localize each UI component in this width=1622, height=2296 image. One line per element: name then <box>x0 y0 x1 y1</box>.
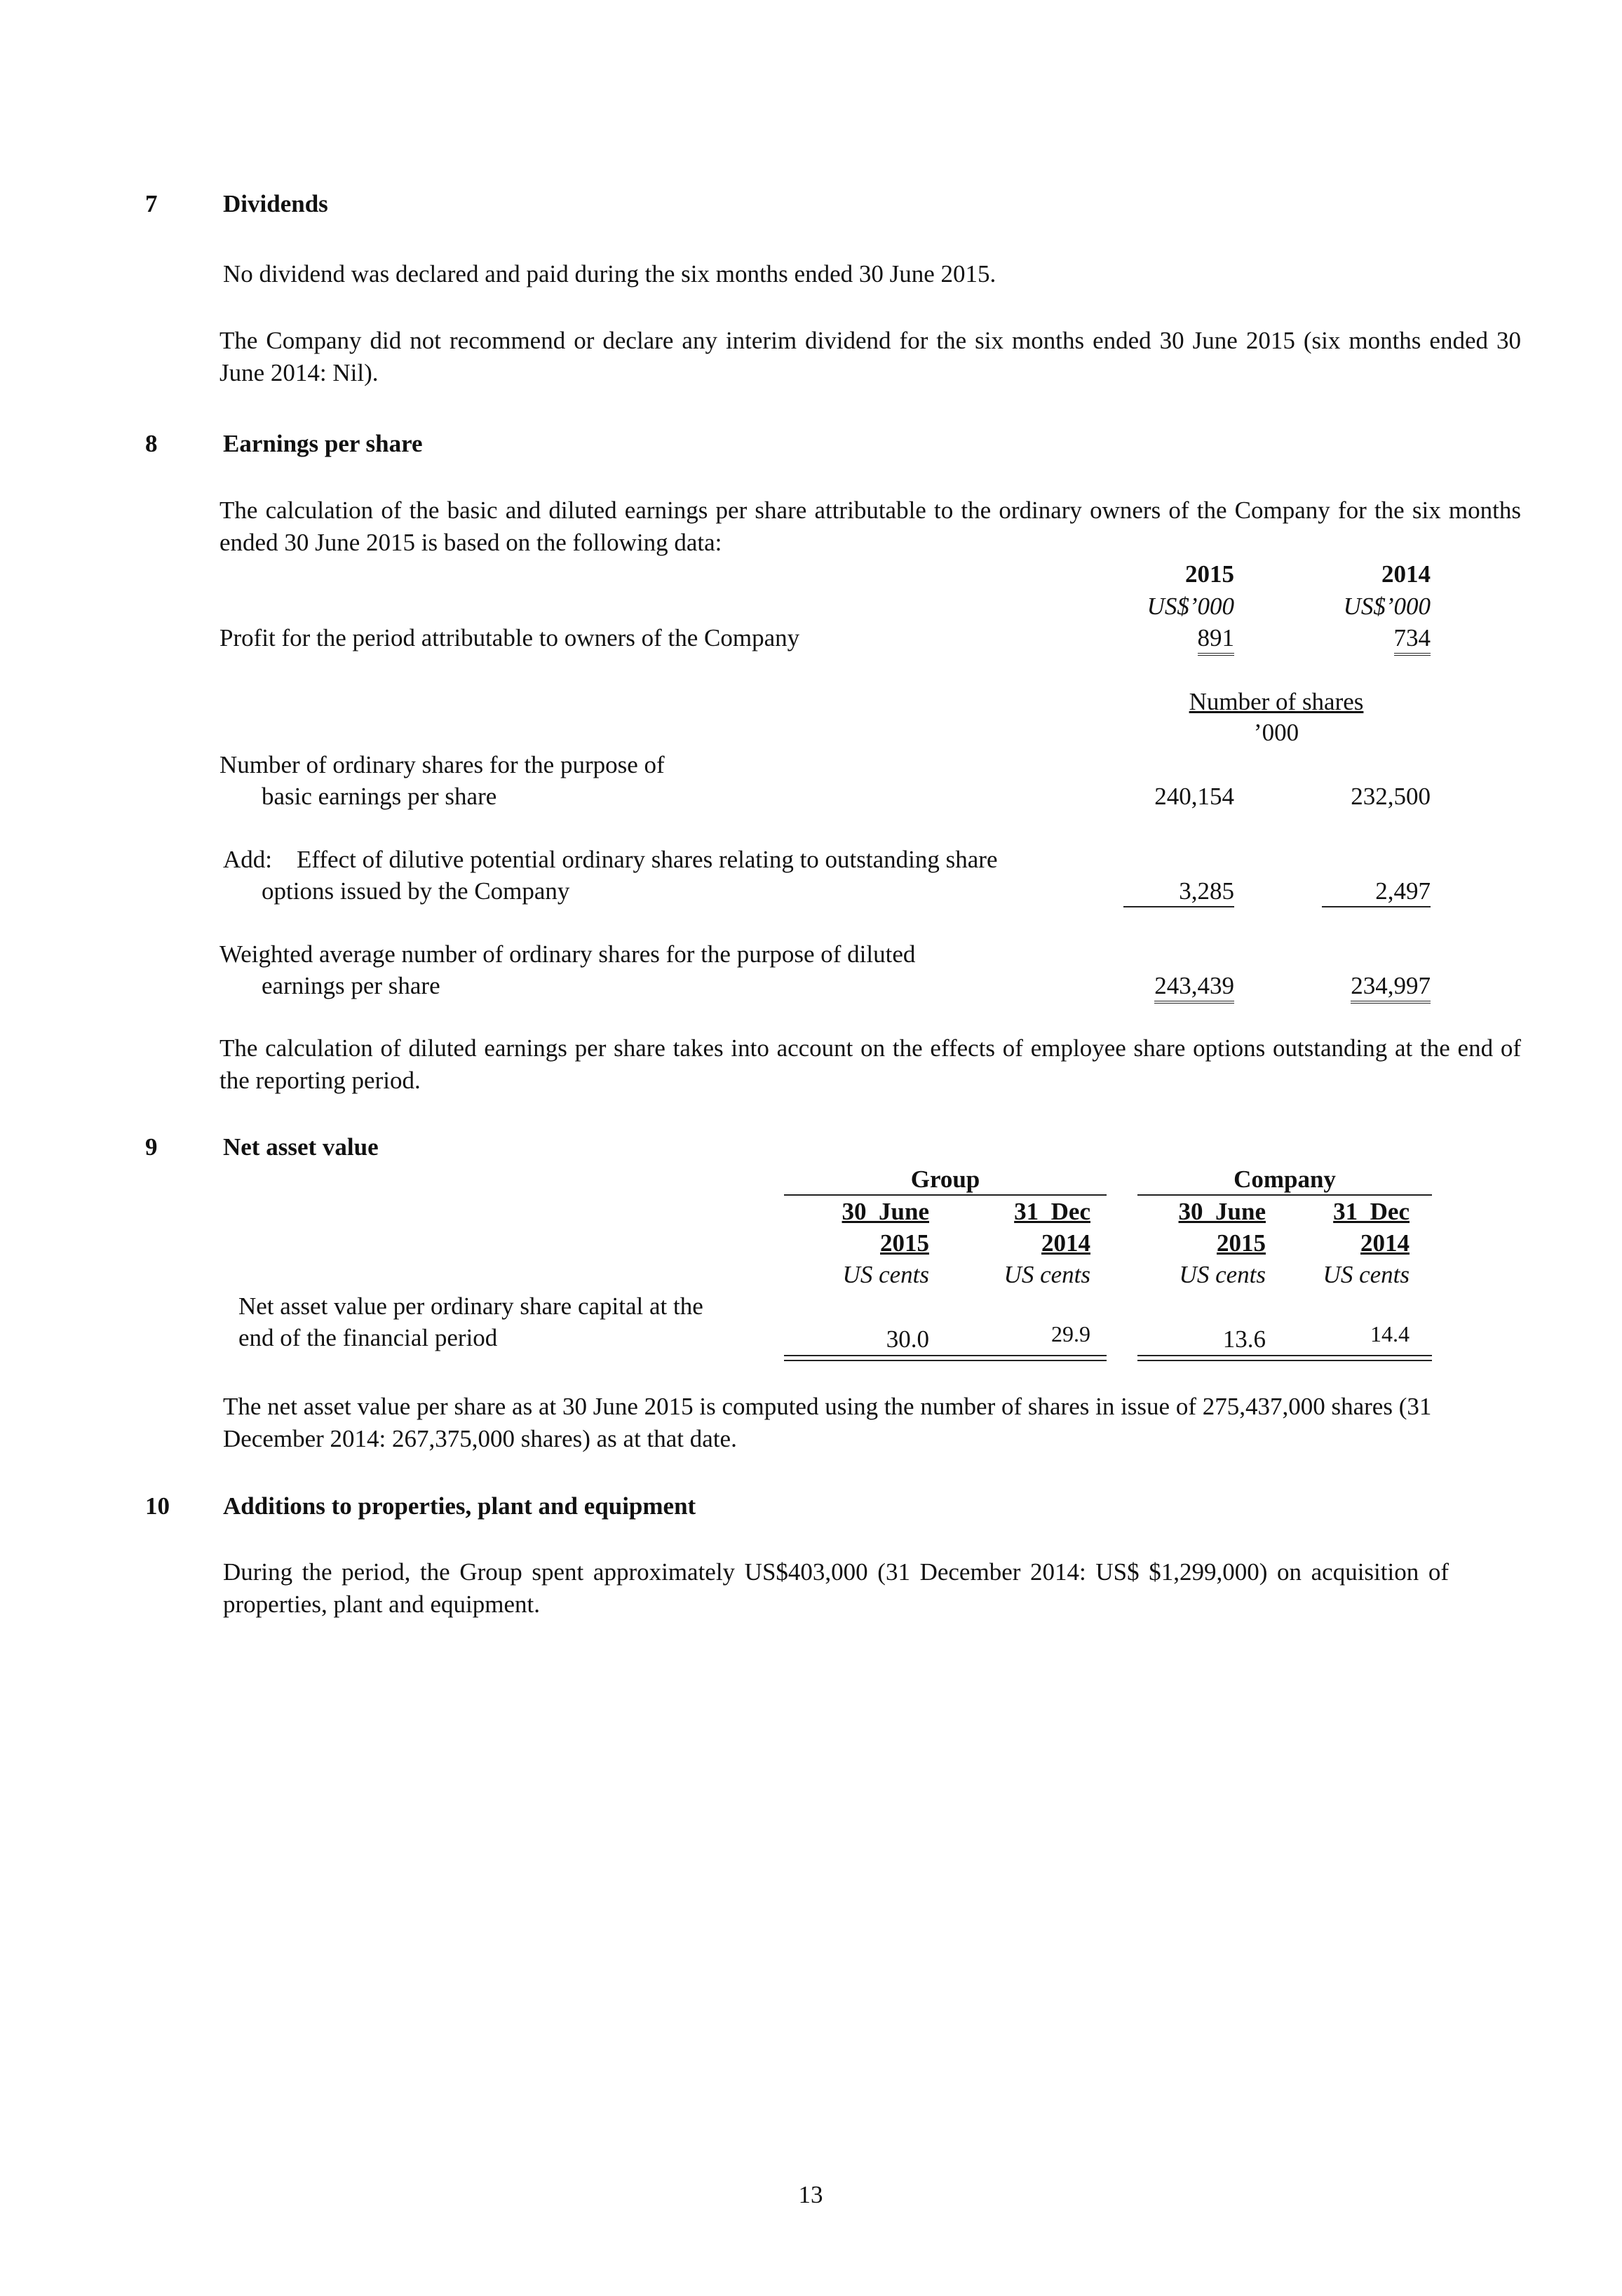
table-cell: 13.6 <box>1222 1325 1266 1353</box>
total-rule <box>1137 1355 1432 1361</box>
row-label: end of the financial period <box>238 1324 498 1351</box>
row-label: Add: Effect of dilutive potential ordinary shares relating to outstanding share <box>223 846 998 873</box>
section-title: Earnings per share <box>223 430 423 457</box>
column-header-year: 2015 <box>880 1229 929 1257</box>
paragraph: The calculation of the basic and diluted earnings per share attributable to the ordinary owners of the Company for the six months ended 30 June 2015 is based on the following data: <box>219 497 1521 556</box>
table-cell: 2,497 <box>1375 877 1431 905</box>
section-number: 10 <box>145 1492 170 1520</box>
column-unit: US cents <box>842 1261 929 1288</box>
column-header-date: 31 Dec <box>1333 1198 1410 1225</box>
column-unit: US cents <box>1179 1261 1266 1288</box>
table-cell: 734 <box>1394 624 1431 656</box>
table-cell: 29.9 <box>1051 1321 1090 1346</box>
paragraph: The Company did not recommend or declare any interim dividend for the six months ended 30 June 2015 (six months ended 30 June 2014: Nil). <box>219 327 1521 386</box>
row-label: Weighted average number of ordinary shares for the purpose of diluted <box>219 940 916 968</box>
paragraph: The calculation of diluted earnings per share takes into account on the effects of employee share options outstanding at the end of the reporting period. <box>219 1034 1521 1094</box>
column-unit: US cents <box>1323 1261 1410 1288</box>
table-cell: 243,439 <box>1154 972 1234 1004</box>
section-number: 8 <box>145 430 158 457</box>
column-header-date: 31 Dec <box>1014 1198 1090 1225</box>
company-header: Company <box>1234 1166 1336 1193</box>
row-label: basic earnings per share <box>262 783 497 810</box>
underline-rule <box>1322 906 1431 907</box>
column-header: Number of shares <box>1189 688 1364 715</box>
paragraph: During the period, the Group spent approximately US$403,000 (31 December 2014: US$ $1,299,000) on acquisition of properties, plant and equipment. <box>223 1558 1449 1618</box>
section-title: Dividends <box>223 190 328 217</box>
column-header-year: 2014 <box>1381 560 1431 588</box>
column-header-year: 2014 <box>1041 1229 1090 1257</box>
section-number: 9 <box>145 1133 158 1161</box>
row-label: Profit for the period attributable to owners of the Company <box>219 624 800 651</box>
row-label: Number of ordinary shares for the purpose of <box>219 751 665 778</box>
row-label: earnings per share <box>262 972 440 999</box>
table-cell: 234,997 <box>1351 972 1431 1004</box>
section-title: Additions to properties, plant and equipment <box>223 1492 696 1520</box>
table-cell: 891 <box>1198 624 1235 656</box>
row-label: options issued by the Company <box>262 877 570 905</box>
column-header-year: 2014 <box>1360 1229 1410 1257</box>
table-cell: 14.4 <box>1370 1321 1410 1346</box>
column-unit: ’000 <box>1253 719 1299 746</box>
column-unit: US$’000 <box>1343 593 1431 620</box>
column-header-date: 30 June <box>842 1198 929 1225</box>
column-header-year: 2015 <box>1185 560 1234 588</box>
column-unit: US$’000 <box>1147 593 1234 620</box>
section-title: Net asset value <box>223 1133 379 1161</box>
column-header-date: 30 June <box>1178 1198 1266 1225</box>
group-header: Group <box>910 1166 980 1193</box>
paragraph: The net asset value per share as at 30 June 2015 is computed using the number of shares in issue of 275,437,000 shares (31 December 2014: 267,375,000 shares) as at that date. <box>223 1393 1432 1452</box>
table-cell: 240,154 <box>1154 783 1234 810</box>
section-number: 7 <box>145 190 158 217</box>
table-cell: 30.0 <box>886 1325 929 1353</box>
page-number: 13 <box>798 2181 823 2208</box>
total-rule <box>784 1355 1107 1361</box>
underline-rule <box>1123 906 1234 907</box>
column-unit: US cents <box>1003 1261 1090 1288</box>
table-cell: 232,500 <box>1351 783 1431 810</box>
row-label: Net asset value per ordinary share capital at the <box>238 1292 703 1320</box>
paragraph: No dividend was declared and paid during the six months ended 30 June 2015. <box>223 260 996 288</box>
column-header-year: 2015 <box>1217 1229 1266 1257</box>
table-cell: 3,285 <box>1179 877 1234 905</box>
